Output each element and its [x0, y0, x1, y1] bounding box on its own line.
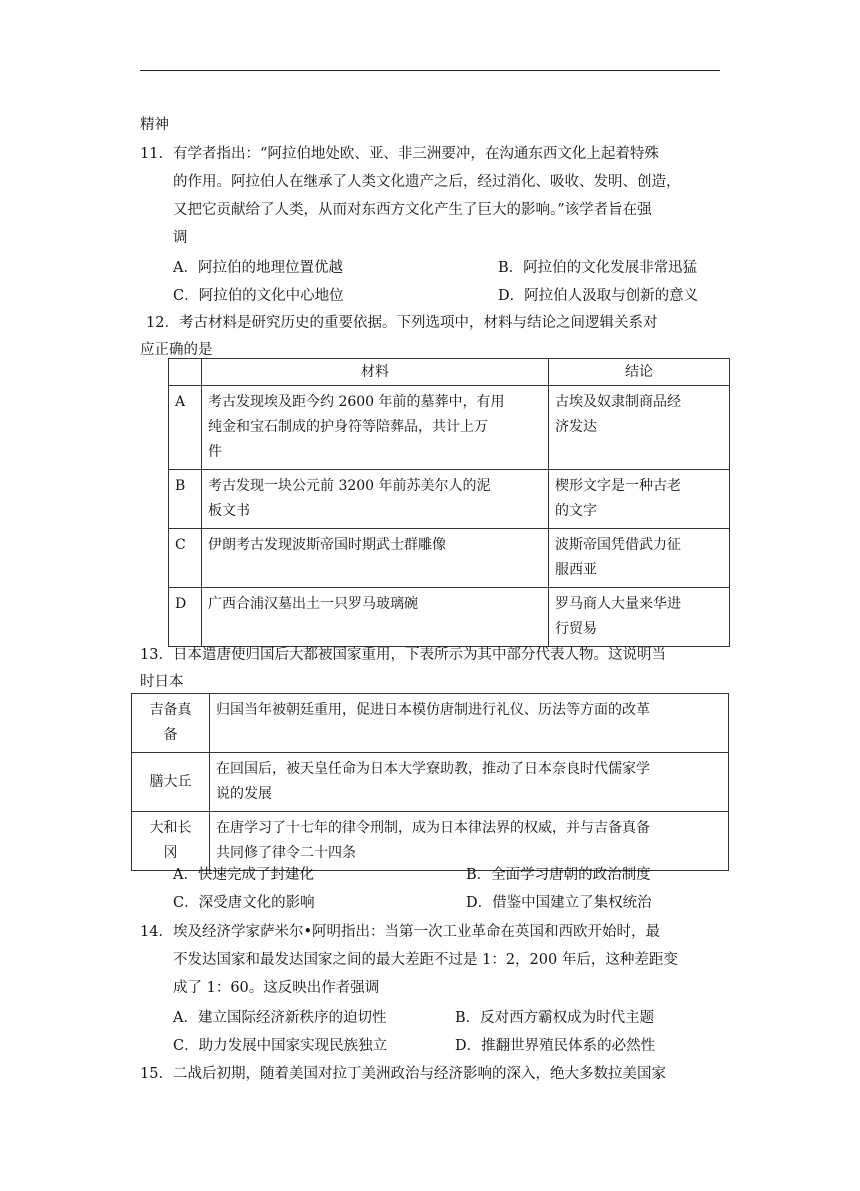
continuation-text: 精神	[140, 117, 169, 133]
person-name: 大和长	[149, 820, 192, 836]
material-line: 考古发现埃及距今约 2600 年前的墓葬中，有用	[208, 394, 505, 410]
q14-option-d[interactable]: D．推翻世界殖民体系的必然性	[455, 1038, 656, 1054]
person-name: 冈	[163, 845, 178, 861]
material-line: 件	[208, 444, 222, 460]
conclusion-line: 服西亚	[555, 562, 597, 578]
header-rule	[140, 70, 720, 71]
q13-line-1: 13．日本遣唐使归国后大都被国家重用，下表所示为其中部分代表人物。这说明当	[140, 647, 666, 663]
q13-option-c[interactable]: C．深受唐文化的影响	[173, 895, 315, 911]
header-cell-conclusion: 结论	[549, 359, 730, 386]
conclusion-line: 楔形文字是一种古老	[555, 478, 681, 494]
q12-line-2: 应正确的是	[140, 342, 213, 358]
conclusion-line: 罗马商人大量来华进	[555, 596, 681, 612]
person-desc: 说的发展	[216, 786, 272, 802]
row-label: A	[175, 394, 186, 410]
table-row	[169, 470, 730, 529]
row-label: D	[175, 596, 187, 612]
person-name: 备	[163, 727, 178, 743]
person-name: 膳大丘	[149, 773, 192, 790]
conclusion-line: 的文字	[555, 503, 597, 519]
q13-line-2: 时日本	[140, 674, 184, 690]
conclusion-line: 济发达	[555, 419, 597, 435]
q11-option-c[interactable]: C．阿拉伯的文化中心地位	[173, 288, 344, 304]
table-row	[169, 386, 730, 470]
q15-line-1: 15．二战后初期，随着美国对拉丁美洲政治与经济影响的深入，绝大多数拉美国家	[140, 1066, 666, 1082]
q13-option-d[interactable]: D．借鉴中国建立了集权统治	[466, 895, 652, 911]
material-line: 考古发现一块公元前 3200 年前苏美尔人的泥	[208, 478, 491, 494]
q14-line-1: 14．埃及经济学家萨米尔•阿明指出：当第一次工业革命在英国和西欧开始时，最	[140, 924, 661, 940]
q11-line-3: 又把它贡献给了人类，从而对东西方文化产生了巨大的影响。”该学者旨在强	[173, 202, 652, 218]
row-label: C	[175, 537, 186, 553]
material-line: 广西合浦汉墓出土一只罗马玻璃碗	[208, 596, 418, 612]
material-line: 伊朗考古发现波斯帝国时期武士群雕像	[208, 537, 446, 553]
q11-option-d[interactable]: D．阿拉伯人汲取与创新的意义	[498, 288, 699, 304]
conclusion-line: 行贸易	[555, 621, 597, 637]
q14-line-2: 不发达国家和最发达国家之间的最大差距不过是 1：2，200 年后，这种差距变	[173, 952, 678, 968]
q11-line-1: 11．有学者指出：“阿拉伯地处欧、亚、非三洲要冲，在沟通东西文化上起着特殊	[140, 146, 659, 162]
person-desc: 在回国后，被天皇任命为日本大学寮助教，推动了日本奈良时代儒家学	[216, 761, 650, 777]
table-row	[169, 588, 730, 647]
material-line: 纯金和宝石制成的护身符等陪葬品，共计上万	[208, 419, 488, 435]
header-cell-material: 材料	[202, 359, 549, 386]
table-row	[132, 812, 729, 871]
q12-table	[168, 358, 730, 647]
conclusion-line: 古埃及奴隶制商品经	[555, 394, 681, 410]
q13-option-b[interactable]: B．全面学习唐朝的政治制度	[466, 867, 651, 883]
table-row	[132, 753, 729, 812]
row-label: B	[175, 478, 186, 494]
q14-option-a[interactable]: A．建立国际经济新秩序的迫切性	[173, 1010, 387, 1026]
person-desc: 归国当年被朝廷重用，促进日本模仿唐制进行礼仪、历法等方面的改革	[216, 702, 650, 718]
q11-line-2: 的作用。阿拉伯人在继承了人类文化遗产之后，经过消化、吸收、发明、创造，	[173, 174, 681, 190]
q11-option-a[interactable]: A．阿拉伯的地理位置优越	[173, 260, 343, 276]
q14-option-b[interactable]: B．反对西方霸权成为时代主题	[455, 1010, 655, 1026]
person-name: 吉备真	[149, 702, 192, 718]
q11-line-4: 调	[173, 230, 188, 246]
person-desc: 在唐学习了十七年的律令刑制，成为日本律法界的权威，并与吉备真备	[216, 820, 650, 836]
q12-line-1: 12．考古材料是研究历史的重要依据。下列选项中，材料与结论之间逻辑关系对	[146, 315, 658, 331]
table-header-row	[169, 359, 730, 386]
q11-option-b[interactable]: B．阿拉伯的文化发展非常迅猛	[498, 260, 698, 276]
q14-line-3: 成了 1：60。这反映出作者强调	[173, 980, 380, 996]
q14-option-c[interactable]: C．助力发展中国家实现民族独立	[173, 1038, 388, 1054]
q13-table	[131, 693, 729, 871]
person-desc: 共同修了律令二十四条	[216, 845, 356, 861]
q13-option-a[interactable]: A．快速完成了封建化	[173, 867, 314, 883]
conclusion-line: 波斯帝国凭借武力征	[555, 537, 681, 553]
header-cell-label	[169, 359, 202, 386]
table-row	[169, 529, 730, 588]
table-row	[132, 694, 729, 753]
material-line: 板文书	[208, 503, 250, 519]
